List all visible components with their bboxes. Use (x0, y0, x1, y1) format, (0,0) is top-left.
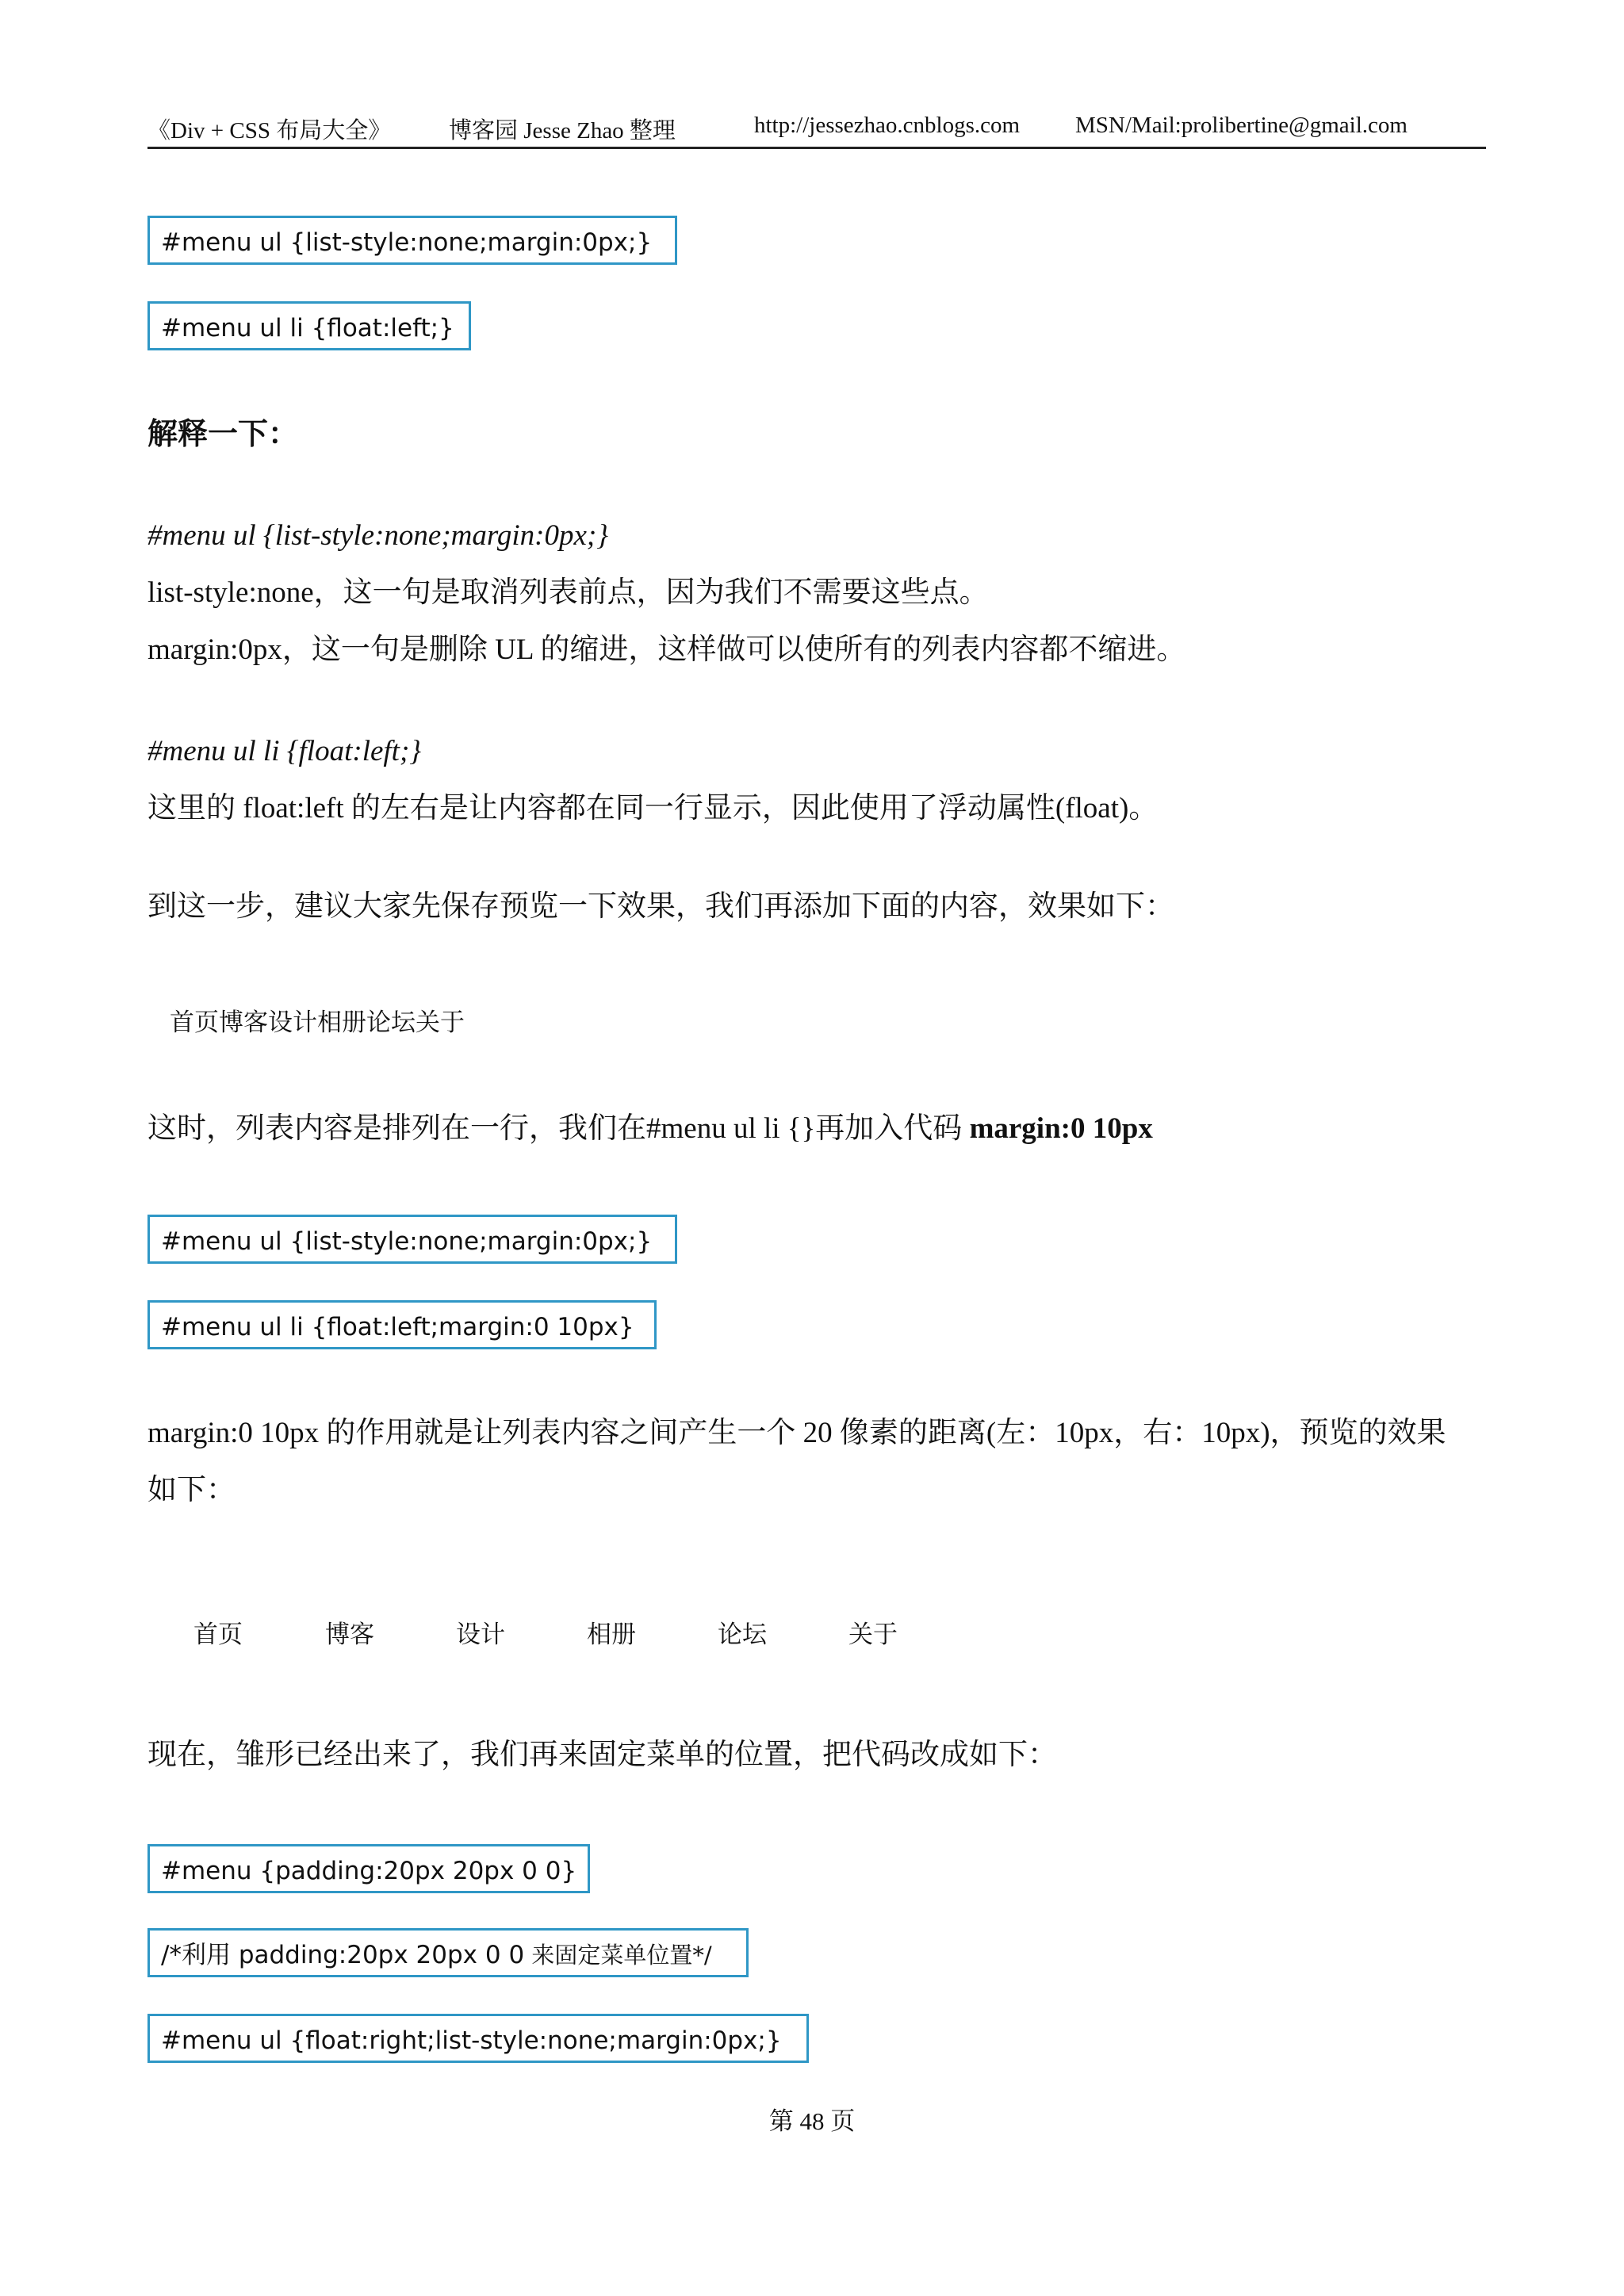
header-author: 博客园 Jesse Zhao 整理 (449, 118, 676, 144)
menu-item: 首页 (193, 1621, 243, 1649)
css-rule-text: #menu ul {list-style:none;margin:0px;} (147, 519, 609, 552)
code-box: #menu ul li {float:left;margin:0 10px} (147, 1300, 657, 1349)
menu-item: 博客 (325, 1621, 374, 1649)
code-box: #menu {padding:20px 20px 0 0} (147, 1844, 590, 1893)
paragraph: 这时，列表内容是排列在一行，我们在#menu ul li {}再加入代码 margin:0 10px (147, 1112, 1153, 1145)
menu-item: 相册 (587, 1621, 636, 1649)
code-box: #menu ul {list-style:none;margin:0px;} (147, 1215, 677, 1264)
code-box: #menu ul {float:right;list-style:none;margin:0px;} (147, 2014, 809, 2063)
paragraph: 到这一步，建议大家先保存预览一下效果，我们再添加下面的内容，效果如下： (147, 890, 1174, 923)
page-header (147, 113, 1486, 149)
menu-preview-inline: 首页博客设计相册论坛关于 (170, 1008, 465, 1037)
paragraph: 现在，雏形已经出来了，我们再来固定菜单的位置，把代码改成如下： (147, 1739, 1057, 1771)
paragraph: 如下： (147, 1474, 236, 1506)
css-rule-text: #menu ul li {float:left;} (147, 735, 422, 767)
code-box: #menu ul {list-style:none;margin:0px;} (147, 216, 677, 265)
paragraph: margin:0 10px 的作用就是让列表内容之间产生一个 20 像素的距离(左：10px，右：10px)，预览的效果 (147, 1417, 1446, 1449)
code-box: /*利用 padding:20px 20px 0 0 来固定菜单位置*/ (147, 1928, 749, 1977)
paragraph: 这里的 float:left 的左右是让内容都在同一行显示，因此使用了浮动属性(float)。 (147, 792, 1159, 825)
paragraph: list-style:none，这一句是取消列表前点，因为我们不需要这些点。 (147, 576, 989, 609)
paragraph: margin:0px，这一句是删除 UL 的缩进，这样做可以使所有的列表内容都不缩进。 (147, 633, 1186, 666)
menu-item: 设计 (456, 1621, 505, 1649)
header-url: http://jessezhao.cnblogs.com (754, 113, 1021, 138)
page-number: 第 48 页 (768, 2107, 856, 2135)
header-contact: MSN/Mail:prolibertine@gmail.com (1075, 113, 1408, 138)
header-book-title: 《Div + CSS 布局大全》 (147, 118, 392, 144)
menu-item: 关于 (848, 1621, 898, 1649)
code-box: #menu ul li {float:left;} (147, 301, 471, 350)
menu-item: 论坛 (718, 1621, 767, 1649)
section-heading: 解释一下： (147, 418, 299, 451)
